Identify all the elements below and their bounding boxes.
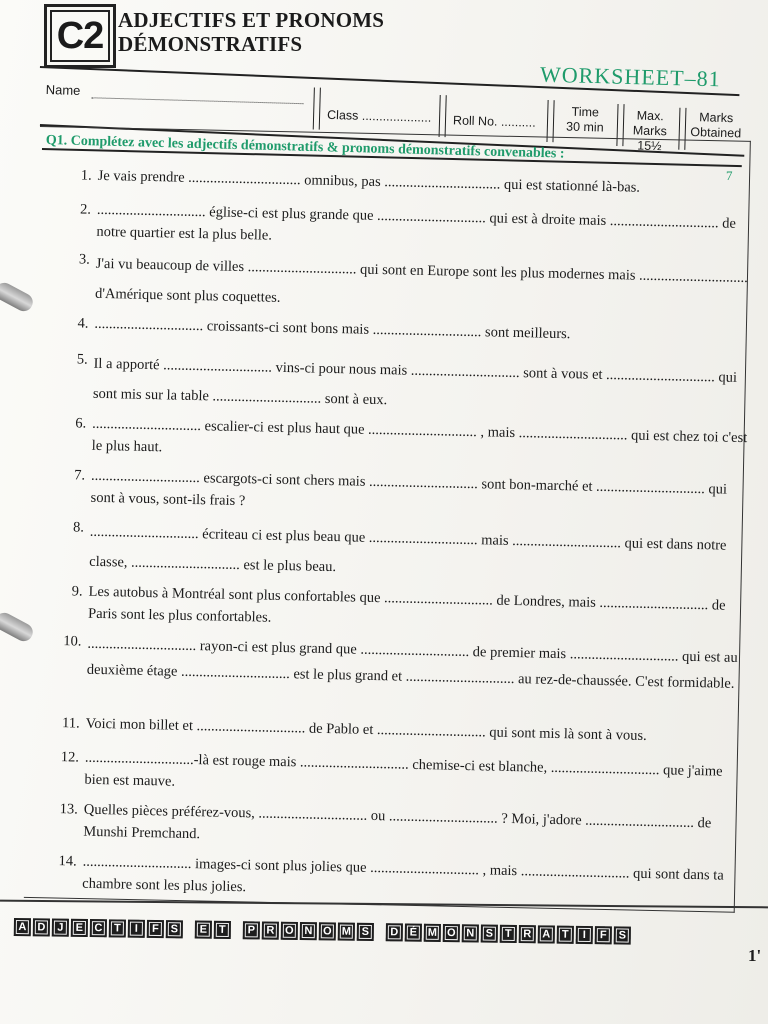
footer-letter-tile: T bbox=[500, 925, 517, 943]
question-marks: 7 bbox=[726, 168, 733, 183]
item-text[interactable]: Il a apporté .............................. vins-ci pour nous mais .............................. sont à vous et .............................. qui sont mis sur la table .............................. sont à eux. bbox=[92, 355, 738, 409]
chapter-code: C2 bbox=[56, 15, 104, 57]
name-field[interactable] bbox=[92, 87, 304, 104]
footer-letter-tile: I bbox=[576, 926, 593, 944]
time-label: Time bbox=[571, 104, 600, 120]
max-marks-label: Max. bbox=[636, 108, 664, 124]
item-number: 12. bbox=[60, 749, 80, 766]
footer-letter-tile: N bbox=[462, 925, 479, 943]
footer-letter-tile: O bbox=[319, 923, 336, 941]
footer-letter-tile: R bbox=[262, 922, 279, 940]
chapter-code-box bbox=[44, 4, 116, 68]
footer-letter-tile: I bbox=[128, 920, 145, 938]
name-label: Name bbox=[45, 81, 81, 98]
divider bbox=[313, 87, 321, 129]
max-marks-value: 15½ bbox=[637, 138, 662, 154]
worksheet-label: WORKSHEET–81 bbox=[539, 61, 721, 92]
footer-gap bbox=[185, 921, 193, 939]
chapter-title bbox=[118, 8, 384, 56]
footer-letter-tile: F bbox=[595, 926, 612, 944]
item-text[interactable]: .............................. escargots-ci sont chers mais .............................. sont bon-marché et .............................. qui sont à vous, sont-ils frais ? bbox=[90, 467, 728, 510]
item-text[interactable]: .............................. écriteau ci est plus beau que .............................. mais .............................. qui est dans notre classe, .............................. est le plus beau. bbox=[89, 523, 727, 576]
footer-letter-tile: O bbox=[281, 922, 298, 940]
item-text[interactable]: J'ai vu beaucoup de villes .............................. qui sont en Europe sont les plus modernes mais .............................. d'Amérique sont plus coquettes. bbox=[94, 255, 748, 306]
footer-letter-tile: P bbox=[243, 922, 260, 940]
marks-obtained-label: Marks bbox=[699, 110, 734, 126]
footer-letter-tile: R bbox=[519, 925, 536, 943]
item-number: 5. bbox=[76, 351, 88, 368]
footer-letter-tile: C bbox=[90, 919, 107, 937]
item-number: 9. bbox=[71, 583, 83, 600]
footer-letter-tile: O bbox=[443, 924, 460, 942]
marks-obtained-box[interactable] bbox=[687, 110, 746, 142]
item-text[interactable]: Les autobus à Montréal sont plus confortables que .............................. de Londres, mais .............................. de Paris sont les plus confortables. bbox=[87, 583, 726, 626]
marks-obtained-label-2: Obtained bbox=[690, 125, 742, 141]
footer-letter-tile: S bbox=[481, 925, 498, 943]
footer-letter-tile: A bbox=[538, 926, 555, 944]
footer-letter-tile: F bbox=[147, 920, 164, 938]
class-field[interactable]: Class .................... bbox=[326, 107, 432, 125]
footer-letter-tile: S bbox=[166, 920, 183, 938]
footer-letter-tile: E bbox=[71, 919, 88, 937]
footer-letter-tile: E bbox=[195, 921, 212, 939]
item-text[interactable]: .............................. croissants-ci sont bons mais .............................. sont meilleurs. bbox=[94, 315, 571, 343]
footer-gap bbox=[376, 923, 384, 941]
item-text[interactable]: .............................. rayon-ci est plus grand que .............................. de premier mais .............................. qui est au deuxième étage .............................. est le plus grand et .............................. au rez-de-chaussée. C'est formidable. bbox=[86, 635, 738, 692]
item-number: 13. bbox=[59, 801, 79, 818]
footer-letter-tile: M bbox=[424, 924, 441, 942]
item-text[interactable]: .............................. église-ci est plus grande que .............................. qui est à droite mais .............................. de notre quartier est la plus belle. bbox=[96, 201, 737, 244]
item-number: 3. bbox=[78, 251, 91, 268]
footer-letter-tile: N bbox=[300, 922, 317, 940]
footer-letter-tile: T bbox=[109, 920, 126, 938]
footer-strip bbox=[14, 918, 633, 945]
item-number: 4. bbox=[77, 315, 89, 332]
item-number: 6. bbox=[75, 415, 87, 432]
time-box bbox=[557, 104, 614, 136]
item-number: 11. bbox=[61, 715, 80, 732]
roll-no-field[interactable]: Roll No. .......... bbox=[452, 113, 536, 130]
item-number: 14. bbox=[58, 853, 77, 870]
question-heading: Q1. Complétez avec les adjectifs démonstratifs & pronoms démonstratifs convenables : bbox=[45, 133, 565, 162]
item-text[interactable]: Quelles pièces préférez-vous, .............................. ou .............................. ? Moi, j'adore .............................. de Munshi Premchand. bbox=[83, 801, 712, 843]
divider bbox=[439, 95, 447, 137]
footer-letter-tile: S bbox=[614, 927, 631, 945]
item-number: 8. bbox=[72, 519, 85, 536]
item-text[interactable]: .............................. images-ci sont plus jolies que .............................. , mais .............................. qui sont dans ta chambre sont les plus jolies. bbox=[82, 853, 724, 896]
binder-ring bbox=[0, 280, 36, 315]
item-text[interactable]: .............................. escalier-ci est plus haut que .............................. , mais .............................. qui est chez toi c'est le plus haut. bbox=[91, 415, 748, 456]
item-number: 7. bbox=[74, 467, 86, 484]
page-number: 1' bbox=[748, 946, 762, 965]
time-value: 30 min bbox=[565, 119, 604, 135]
footer-letter-tile: T bbox=[214, 921, 231, 939]
footer-letter-tile: S bbox=[357, 923, 374, 941]
item-number: 1. bbox=[80, 167, 92, 184]
max-marks-label-2: Marks bbox=[632, 123, 668, 139]
item-number: 10. bbox=[63, 633, 82, 650]
chapter-title-line1: ADJECTIFS ET PRONOMS bbox=[118, 8, 385, 32]
footer-letter-tile: A bbox=[14, 918, 31, 936]
footer-letter-tile: J bbox=[52, 919, 69, 937]
item-text[interactable]: Je vais prendre ............................... omnibus, pas ................................ qui est stationné là-bas. bbox=[97, 167, 641, 196]
chapter-title-line2: DÉMONSTRATIFS bbox=[118, 32, 303, 56]
footer-letter-tile: M bbox=[338, 923, 355, 941]
footer-letter-tile: T bbox=[557, 926, 574, 944]
footer-gap bbox=[233, 921, 241, 939]
item-text[interactable]: Voici mon billet et .............................. de Pablo et .............................. qui sont mis là sont à vous. bbox=[85, 715, 647, 744]
footer-letter-tile: D bbox=[386, 924, 403, 942]
footer-letter-tile: D bbox=[33, 919, 50, 937]
item-text[interactable]: ..............................-là est rouge mais .............................. chemise-ci est blanche, .............................. que j'aime bien est mauve. bbox=[84, 749, 723, 790]
footer-letter-tile: É bbox=[405, 924, 422, 942]
item-number: 2. bbox=[79, 201, 92, 218]
